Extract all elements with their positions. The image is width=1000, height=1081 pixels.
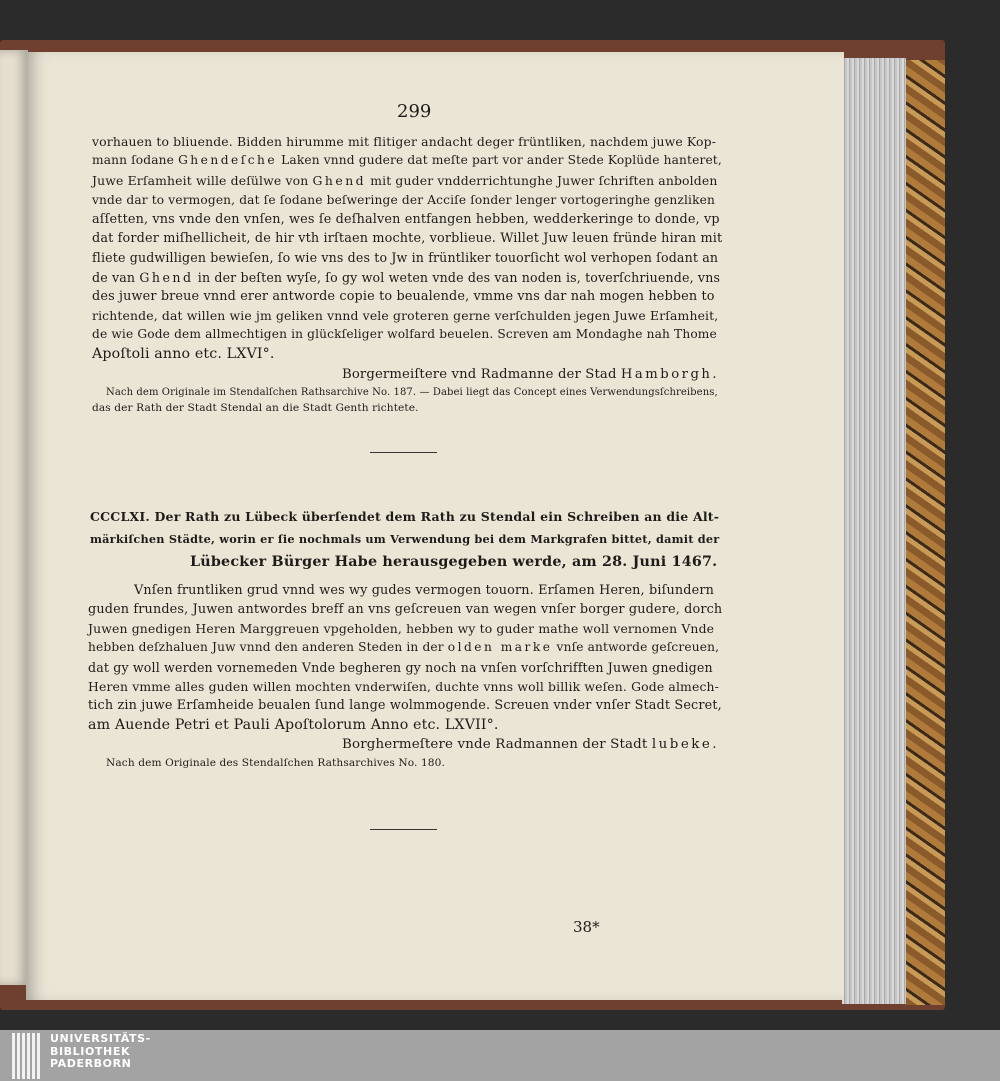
- separator-rule: [370, 829, 437, 830]
- text-line: richtende, dat willen wie jm geliken vnnd vele groteren gerne verſchulden jegen Juwe Erſamheit,: [92, 308, 719, 323]
- separator-rule: [370, 452, 437, 453]
- text-line: tich zin juwe Erſamheide beualen ſund lange wolmmogende. Screuen vnder vnſer Stadt Secret,: [88, 698, 722, 713]
- library-logo-icon: [12, 1033, 42, 1079]
- footnote: Nach dem Originale des Stendalſchen Rathsarchives No. 180.: [106, 757, 445, 769]
- text-line: hebben deſzhaluen Juw vnnd den anderen Steden in der olden marke vnſe antworde geſcreuen,: [88, 640, 720, 654]
- text-line: de van Ghend in der beſten wyſe, ſo gy wol weten vnde des van noden is, toverſchriuende, vns: [92, 270, 721, 285]
- text-line: mann ſodane Ghendeſche Laken vnnd gudere dat meſte part vor ander Stede Koplüde hanteret,: [92, 153, 722, 167]
- text-line: Juwe Erſamheit wille deſülwe von Ghend mit guder vndderrichtunghe Juwer ſchriften anbolden: [92, 173, 718, 188]
- page-stack-edge: [842, 58, 906, 1004]
- footnote: das der Rath der Stadt Stendal an die Stadt Genth richtete.: [92, 402, 419, 414]
- text-line: vnde dar to vermogen, dat ſe ſodane beſweringe der Acciſe ſonder lenger vortogeringhe genzliken: [92, 193, 715, 207]
- text-line: fliete gudwilligen bewieſen, ſo wie vns des to Jw in früntliker touorſicht wol verhopen ſodant an: [92, 250, 719, 265]
- text-line: dat forder miſhellicheit, de hir vth irſtaen mochte, vorblieue. Willet Juw leuen fründe hiran mit: [92, 231, 723, 246]
- footnote: Nach dem Originale im Stendalſchen Rathsarchive No. 187. — Dabei liegt das Concept eines Verwendungsſchreibens,: [106, 387, 718, 398]
- text-line: des juwer breue vnnd erer antworde copie to beualende, vmme vns dar nah mogen hebben to: [92, 289, 715, 304]
- document-heading: Lübecker Bürger Habe herausgegeben werde, am 28. Juni 1467.: [190, 554, 718, 570]
- text-line: dat gy woll werden vornemeden Vnde begheren gy noch na vnſen vorſchrifften Juwen gnedigen: [88, 660, 713, 675]
- document-heading: CCCLXI. Der Rath zu Lübeck überſendet dem Rath zu Stendal ein Schreiben an die Alt-: [90, 509, 720, 524]
- signature-mark: 38*: [573, 918, 600, 936]
- document-heading: märkiſchen Städte, worin er ſie nochmals um Verwendung bei dem Markgrafen bittet, damit der: [90, 532, 720, 546]
- text-line: am Auende Petri et Pauli Apoſtolorum Anno etc. LXVII°.: [88, 717, 499, 733]
- signature-line: Borghermeſtere vnde Radmannen der Stadt lubeke.: [342, 737, 720, 752]
- text-line: vorhauen to bliuende. Bidden hirumme mit flitiger andacht deger früntliken, nachdem juwe Kop-: [92, 134, 717, 149]
- text-line: Juwen gnedigen Heren Marggreuen vpgeholden, hebben wy to guder mathe woll vernomen Vnde: [88, 621, 715, 636]
- text-line: Heren vmme alles guden willen mochten vnderwiſen, duchte vnns woll billik weſen. Gode almech-: [88, 679, 720, 694]
- page-number: 299: [397, 101, 432, 122]
- text-line: Apoſtoli anno etc. LXVI°.: [92, 346, 275, 362]
- text-line: de wie Gode dem allmechtigen in glückſeliger wolfard beuelen. Screven am Mondaghe nah Thome: [92, 327, 717, 341]
- text-line: aſſetten, vns vnde den vnſen, wes ſe deſhalven entfangen hebben, wedderkeringe to donde, vp: [92, 212, 720, 227]
- text-line: guden frundes, Juwen antwordes breff an vns geſcreuen van wegen vnſer borger gudere, dorch: [88, 602, 723, 617]
- left-page-edge: [0, 50, 28, 985]
- signature-line: Borgermeiſtere vnd Radmanne der Stad Hamborgh.: [342, 367, 720, 382]
- library-name: UNIVERSITÄTS- BIBLIOTHEK PADERBORN: [50, 1032, 151, 1070]
- text-line: Vnſen fruntliken grud vnnd wes wy gudes vermogen touorn. Erſamen Heren, biſundern: [134, 583, 714, 598]
- marbled-edge: [905, 60, 945, 1005]
